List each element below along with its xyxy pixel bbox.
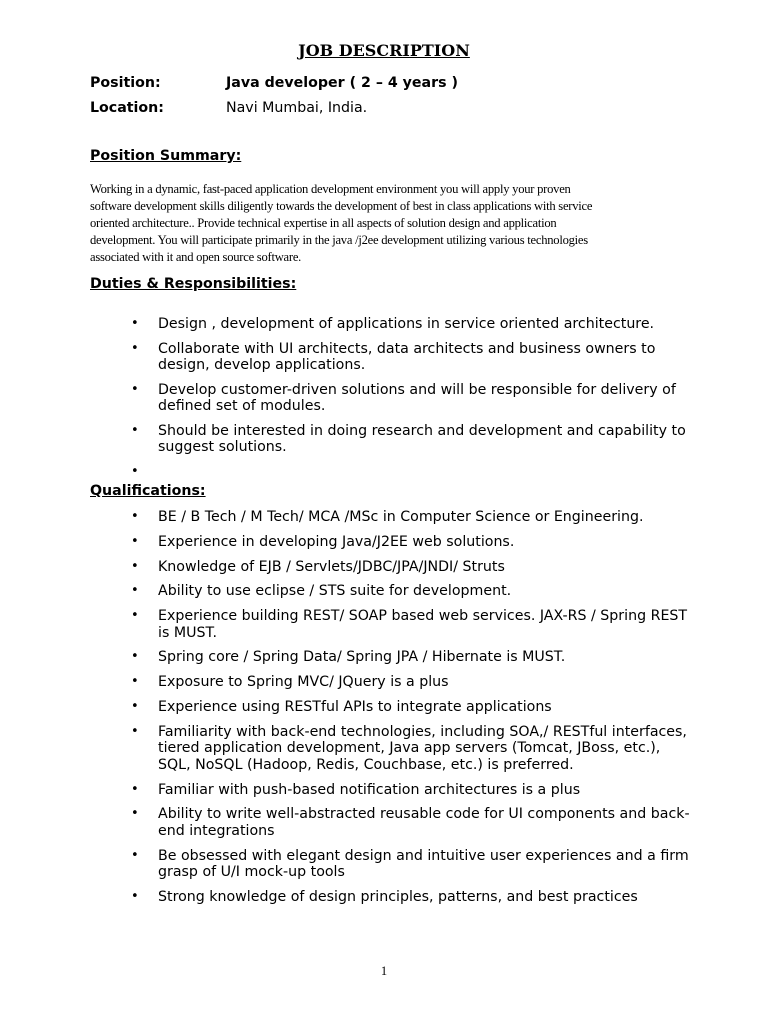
list-item: • Develop customer-driven solutions and will be responsible for delivery of defined set of modules. (131, 381, 676, 414)
list-item: • Exposure to Spring MVC/ JQuery is a plus (131, 674, 449, 691)
bullet-icon: • (131, 422, 139, 438)
list-item: • Strong knowledge of design principles, patterns, and best practices (131, 889, 638, 906)
list-item: • Familiarity with back-end technologies, including SOA,/ RESTful interfaces, tiered application development, Java app servers (Tomcat, JBoss, etc.), SQL, NoSQL (Hadoop, Redis, Couchbase, etc.) is preferred. (131, 723, 687, 773)
location-label: Location: (90, 100, 164, 116)
bullet-icon: • (131, 649, 139, 665)
list-item: • Should be interested in doing research and development and capability to suggest solutions. (131, 422, 686, 455)
position-summary-text (90, 181, 690, 266)
list-item: • Experience using RESTful APIs to integrate applications (131, 699, 552, 716)
page-title: JOB DESCRIPTION (298, 41, 470, 60)
bullet-icon: • (131, 381, 139, 397)
bullet-icon: • (131, 847, 139, 863)
duties-heading: Duties & Responsibilities: (90, 276, 297, 292)
list-item: • Ability to use eclipse / STS suite for development. (131, 583, 512, 600)
duties-list (130, 316, 690, 480)
list-item: • Collaborate with UI architects, data architects and business owners to design, develop applications. (131, 340, 656, 373)
bullet-icon: • (131, 608, 139, 624)
bullet-icon: • (131, 558, 139, 574)
list-item (130, 464, 690, 480)
summary-line: Working in a dynamic, fast-paced application development environment you will apply your proven (90, 182, 571, 196)
page-number: 1 (380, 964, 388, 978)
list-item: • Experience building REST/ SOAP based web services. JAX-RS / Spring REST is MUST. (131, 608, 688, 641)
bullet-icon: • (131, 699, 139, 715)
list-item: • Spring core / Spring Data/ Spring JPA / Hibernate is MUST. (131, 649, 566, 666)
bullet-icon: • (131, 674, 139, 690)
position-value: Java developer ( 2 – 4 years ) (226, 75, 458, 91)
summary-line: oriented architecture.. Provide technical expertise in all aspects of solution design and application (90, 216, 557, 230)
bullet-icon: • (131, 316, 139, 331)
list-item: • Design , development of applications in service oriented architecture. (131, 316, 655, 332)
bullet-icon: • (131, 340, 139, 356)
list-item: • Experience in developing Java/J2EE web solutions. (131, 533, 515, 550)
qualifications-list (130, 509, 690, 906)
position-label: Position: (90, 75, 161, 91)
summary-line: software development skills diligently towards the development of best in class applications with service (90, 199, 593, 213)
summary-line: development. You will participate primarily in the java /j2ee development utilizing various technologies (90, 233, 588, 247)
bullet-icon: • (131, 806, 139, 822)
bullet-icon: • (131, 583, 139, 599)
list-item: • Knowledge of EJB / Servlets/JDBC/JPA/JNDI/ Struts (131, 558, 505, 575)
position-summary-heading: Position Summary: (90, 148, 242, 164)
location-value: Navi Mumbai, India. (226, 100, 368, 116)
qualifications-heading: Qualifications: (90, 483, 206, 499)
bullet-icon: • (131, 889, 139, 905)
summary-line: associated with it and open source software. (90, 250, 302, 264)
bullet-icon: • (131, 781, 139, 797)
list-item: • Familiar with push-based notification architectures is a plus (131, 781, 581, 798)
bullet-icon: • (131, 533, 139, 549)
list-item: • Be obsessed with elegant design and intuitive user experiences and a firm grasp of U/I mock-up tools (131, 847, 689, 881)
bullet-icon: • (131, 723, 139, 739)
bullet-icon: • (131, 463, 139, 479)
list-item: • Ability to write well-abstracted reusable code for UI components and back-end integrations (131, 806, 690, 839)
bullet-icon: • (131, 509, 139, 524)
list-item: • BE / B Tech / M Tech/ MCA /MSc in Computer Science or Engineering. (131, 509, 644, 525)
